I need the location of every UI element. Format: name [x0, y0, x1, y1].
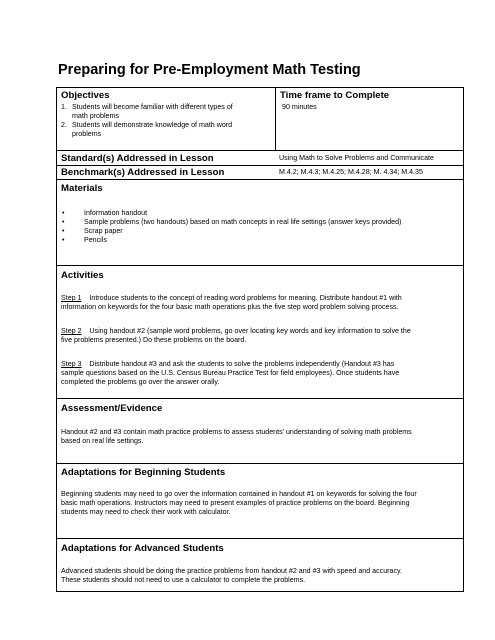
- step-line: [61, 360, 461, 369]
- list-item-text: math problems: [72, 112, 119, 120]
- objectives-heading: Objectives: [61, 90, 110, 101]
- advanced-row: [57, 538, 463, 593]
- assessment-line: based on real life settings.: [61, 437, 144, 445]
- list-item-number: 2.: [61, 121, 67, 129]
- beginning-line: basic math operations. Instructors may need to present examples of practice problems on the board. Beginning: [61, 499, 410, 507]
- beginning-heading: Adaptations for Beginning Students: [61, 467, 226, 478]
- assessment-text: [61, 428, 461, 446]
- assessment-heading: Assessment/Evidence: [61, 403, 163, 414]
- beginning-line: Beginning students may need to go over the information contained in handout #1 on keywords for solving the four: [61, 490, 417, 498]
- benchmarks-value: M.4.2; M.4.3; M.4.25; M.4.28; M. 4.34; M.4.35: [279, 168, 423, 176]
- page-title: Preparing for Pre-Employment Math Testing: [58, 62, 361, 78]
- objectives-list: [61, 103, 273, 139]
- standards-heading: Standard(s) Addressed in Lesson: [61, 153, 214, 164]
- step-text: information on keywords for the four basic math operations plus the five step word problem solving process.: [61, 303, 399, 311]
- step-text: sample questions based on the U.S. Census Bureau Practice Test for field employees). Once students have: [61, 369, 400, 377]
- timeframe-cell: [276, 88, 463, 150]
- list-item: • Sample problems (two handouts) based on math concepts in real life settings (answer keys provided): [57, 218, 461, 227]
- step-label: Step 1: [61, 294, 82, 302]
- list-item-number: 1.: [61, 103, 67, 111]
- lesson-plan-table: [56, 87, 464, 592]
- step-text: Introduce students to the concept of reading word problems for meaning. Distribute handout #1 with: [89, 294, 402, 302]
- list-item: • Scrap paper: [57, 227, 461, 236]
- beginning-row: [57, 463, 463, 538]
- list-item: • Information handout: [57, 209, 461, 218]
- step-text: Using handout #2 (sample word problems, go over locating key words and key information to solve the: [89, 327, 411, 335]
- step-text: completed the problems go over the answer orally.: [61, 378, 220, 386]
- advanced-text: [61, 567, 461, 585]
- activities-row: [57, 265, 463, 398]
- activities-heading: Activities: [61, 270, 104, 281]
- timeframe-heading: Time frame to Complete: [280, 90, 390, 101]
- list-item: [61, 121, 273, 139]
- materials-heading: Materials: [61, 183, 103, 194]
- list-item-text: Students will demonstrate knowledge of math word: [72, 121, 233, 129]
- step-label: Step 3: [61, 360, 82, 368]
- list-item: [61, 103, 273, 121]
- materials-row: [57, 179, 463, 265]
- step-line: [61, 294, 461, 303]
- list-item: • Pencils: [57, 236, 461, 245]
- step-text: Distribute handout #3 and ask the students to solve the problems independently (Handout #3 has: [89, 360, 395, 368]
- advanced-line: These students should not need to use a calculator to complete the problems.: [61, 576, 306, 584]
- standards-value: Using Math to Solve Problems and Communicate: [279, 154, 434, 162]
- step-label: Step 2: [61, 327, 82, 335]
- step-line: [61, 327, 461, 336]
- beginning-text: [61, 490, 461, 517]
- activity-step: [61, 360, 461, 387]
- benchmarks-row: [57, 165, 463, 179]
- assessment-row: [57, 398, 463, 463]
- activity-step: [61, 327, 461, 345]
- objectives-cell: [57, 88, 276, 150]
- objectives-row: [57, 88, 463, 150]
- beginning-line: students may need to check their work with calculator.: [61, 508, 231, 516]
- standards-row: [57, 150, 463, 165]
- advanced-heading: Adaptations for Advanced Students: [61, 543, 224, 554]
- benchmarks-heading: Benchmark(s) Addressed in Lesson: [61, 167, 225, 178]
- step-text: five problems presented.) Do these problems on the board.: [61, 336, 247, 344]
- materials-list: [57, 209, 461, 245]
- list-item-text: Students will become familiar with different types of: [72, 103, 233, 111]
- list-item-text: problems: [72, 130, 102, 138]
- assessment-line: Handout #2 and #3 contain math practice problems to assess students' understanding of solving math problems: [61, 428, 412, 436]
- advanced-line: Advanced students should be doing the practice problems from handout #2 and #3 with speed and accuracy.: [61, 567, 402, 575]
- timeframe-value: 90 minutes: [282, 103, 317, 111]
- activity-step: [61, 294, 461, 312]
